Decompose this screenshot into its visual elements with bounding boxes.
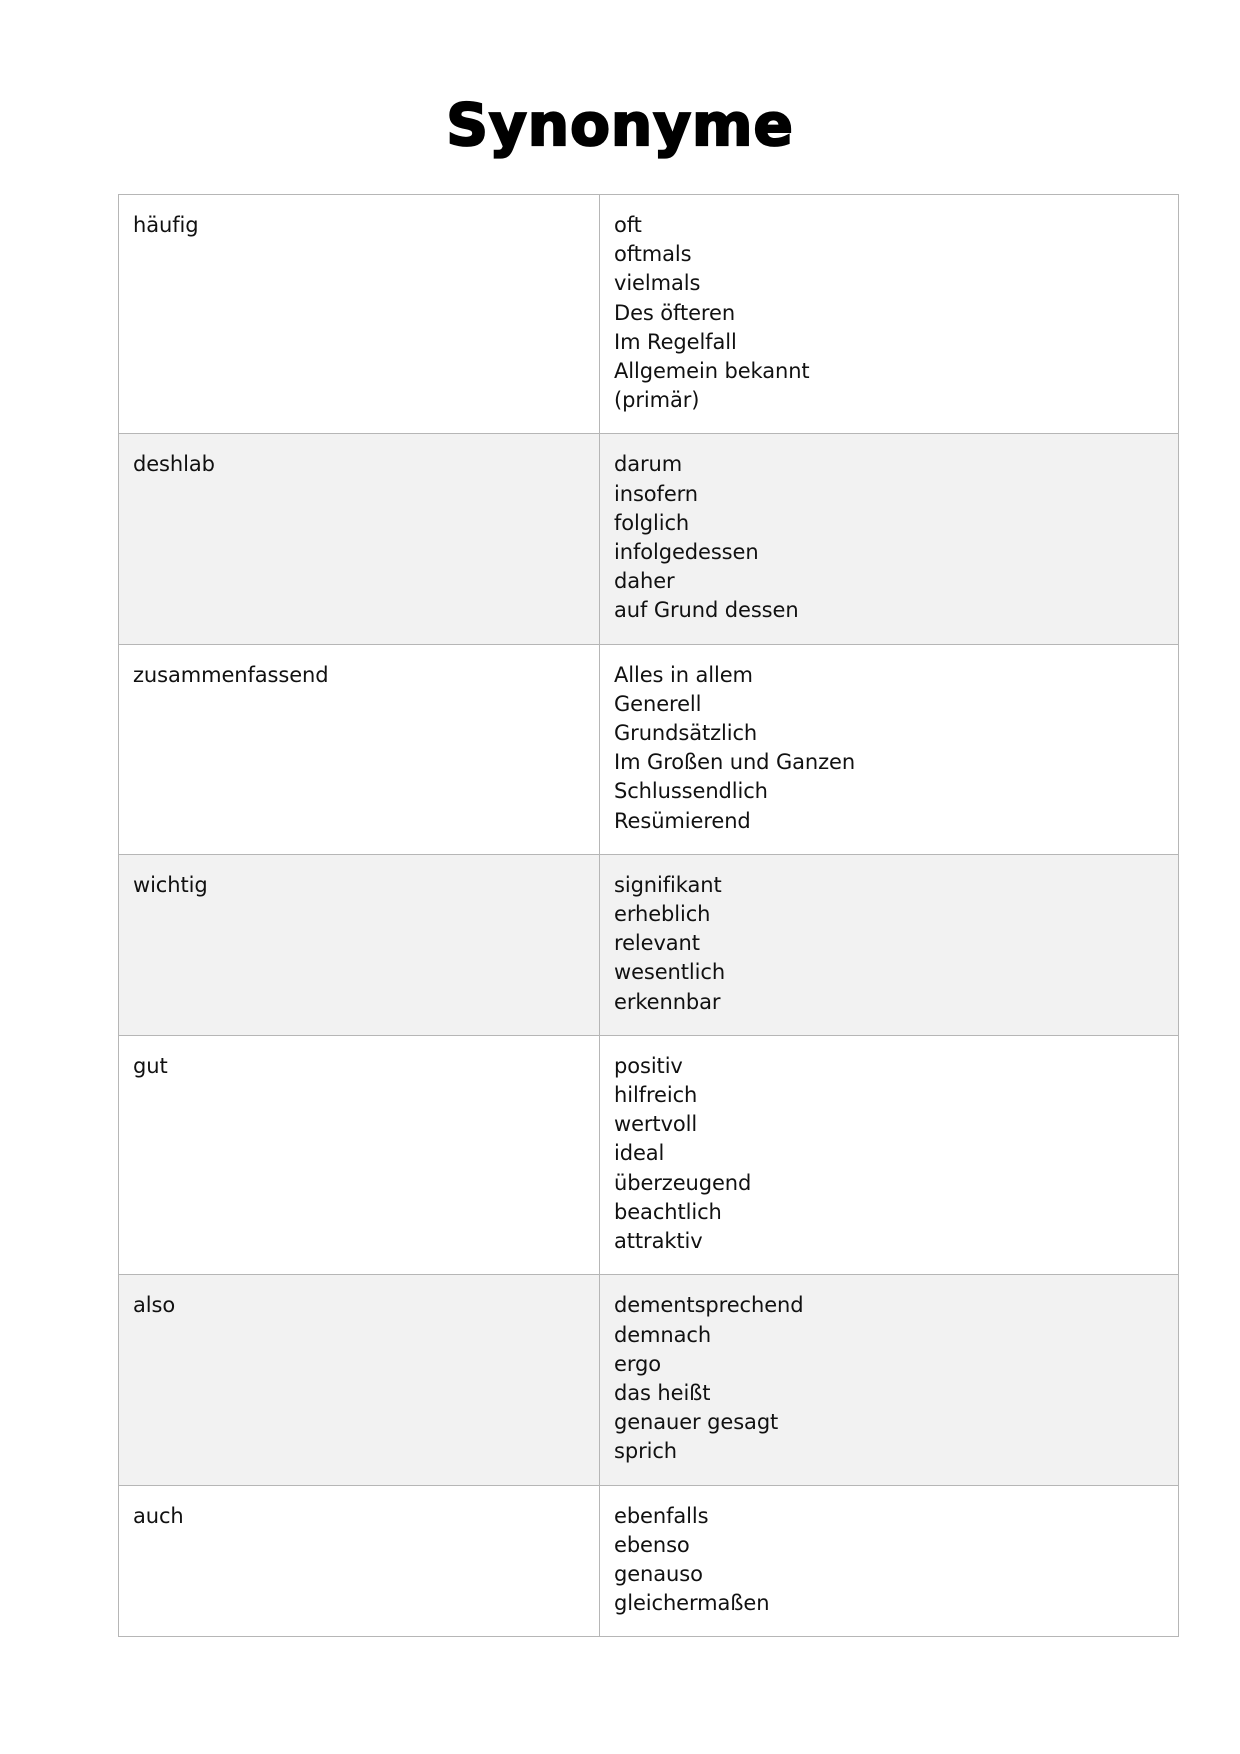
synonym-item: positiv — [614, 1053, 683, 1078]
synonyms-cell — [600, 644, 1179, 854]
term-cell — [119, 854, 600, 1035]
synonym-item: wertvoll — [614, 1112, 698, 1137]
term-cell — [119, 434, 600, 644]
synonym-item: ebenso — [614, 1532, 690, 1557]
synonym-item: genauer gesagt — [614, 1410, 779, 1435]
term-cell — [119, 195, 600, 434]
table-row — [119, 195, 1179, 434]
term-cell — [119, 1035, 600, 1274]
term-cell — [119, 1275, 600, 1485]
synonym-item: ideal — [614, 1141, 665, 1166]
term-label: gut — [133, 1053, 168, 1078]
synonym-item: wesentlich — [614, 960, 726, 985]
synonym-item: gleichermaßen — [614, 1591, 770, 1616]
synonym-item: genauso — [614, 1561, 703, 1586]
synonym-item: Allgemein bekannt — [614, 359, 810, 384]
term-cell — [119, 644, 600, 854]
synonym-item: auf Grund dessen — [614, 598, 799, 623]
synonym-item: Schlussendlich — [614, 779, 768, 804]
term-label: wichtig — [133, 872, 208, 897]
synonym-item: oft — [614, 213, 642, 237]
synonyms-cell — [600, 1485, 1179, 1637]
table-row — [119, 1485, 1179, 1637]
synonyms-cell — [600, 1275, 1179, 1485]
synonym-item: erkennbar — [614, 989, 721, 1014]
synonym-item: relevant — [614, 931, 700, 956]
synonyms-cell — [600, 195, 1179, 434]
synonym-item: darum — [614, 452, 683, 477]
synonym-item: hilfreich — [614, 1083, 698, 1108]
synonym-item: beachtlich — [614, 1199, 722, 1224]
synonyms-table-container — [118, 194, 1122, 1637]
synonym-item: attraktiv — [614, 1229, 703, 1254]
synonym-item: ergo — [614, 1351, 661, 1376]
synonym-item: sprich — [614, 1439, 677, 1464]
synonym-item: Im Regelfall — [614, 329, 737, 354]
synonyms-table — [118, 194, 1179, 1637]
synonym-item: Des öfteren — [614, 300, 736, 325]
term-label: deshlab — [133, 452, 215, 477]
synonyms-cell — [600, 854, 1179, 1035]
table-row — [119, 644, 1179, 854]
synonym-item: oftmals — [614, 242, 692, 267]
synonym-item: das heißt — [614, 1380, 711, 1405]
synonym-item: (primär) — [614, 388, 700, 413]
synonyms-cell — [600, 434, 1179, 644]
term-label: häufig — [133, 213, 199, 237]
table-row — [119, 854, 1179, 1035]
term-label: also — [133, 1293, 176, 1318]
synonym-item: Resümierend — [614, 808, 751, 833]
synonym-item: Im Großen und Ganzen — [614, 750, 856, 775]
synonym-item: daher — [614, 569, 675, 594]
table-row — [119, 1275, 1179, 1485]
synonym-item: folglich — [614, 510, 690, 535]
synonym-item: vielmals — [614, 271, 701, 296]
synonym-item: demnach — [614, 1322, 712, 1347]
term-label: auch — [133, 1503, 184, 1528]
synonym-item: Grundsätzlich — [614, 721, 758, 746]
table-row — [119, 434, 1179, 644]
synonym-item: dementsprechend — [614, 1293, 804, 1318]
synonym-item: überzeugend — [614, 1170, 752, 1195]
term-label: zusammenfassend — [133, 662, 329, 687]
synonym-item: Generell — [614, 691, 702, 716]
synonym-item: Alles in allem — [614, 662, 753, 687]
synonym-item: ebenfalls — [614, 1503, 709, 1528]
synonym-item: infolgedessen — [614, 540, 759, 565]
synonym-item: erheblich — [614, 902, 711, 927]
term-cell — [119, 1485, 600, 1637]
synonyms-table-body — [119, 195, 1179, 1637]
table-row — [119, 1035, 1179, 1274]
synonym-item: signifikant — [614, 872, 722, 897]
synonyms-cell — [600, 1035, 1179, 1274]
page-title: Synonyme — [446, 91, 794, 159]
synonym-item: insofern — [614, 481, 699, 506]
